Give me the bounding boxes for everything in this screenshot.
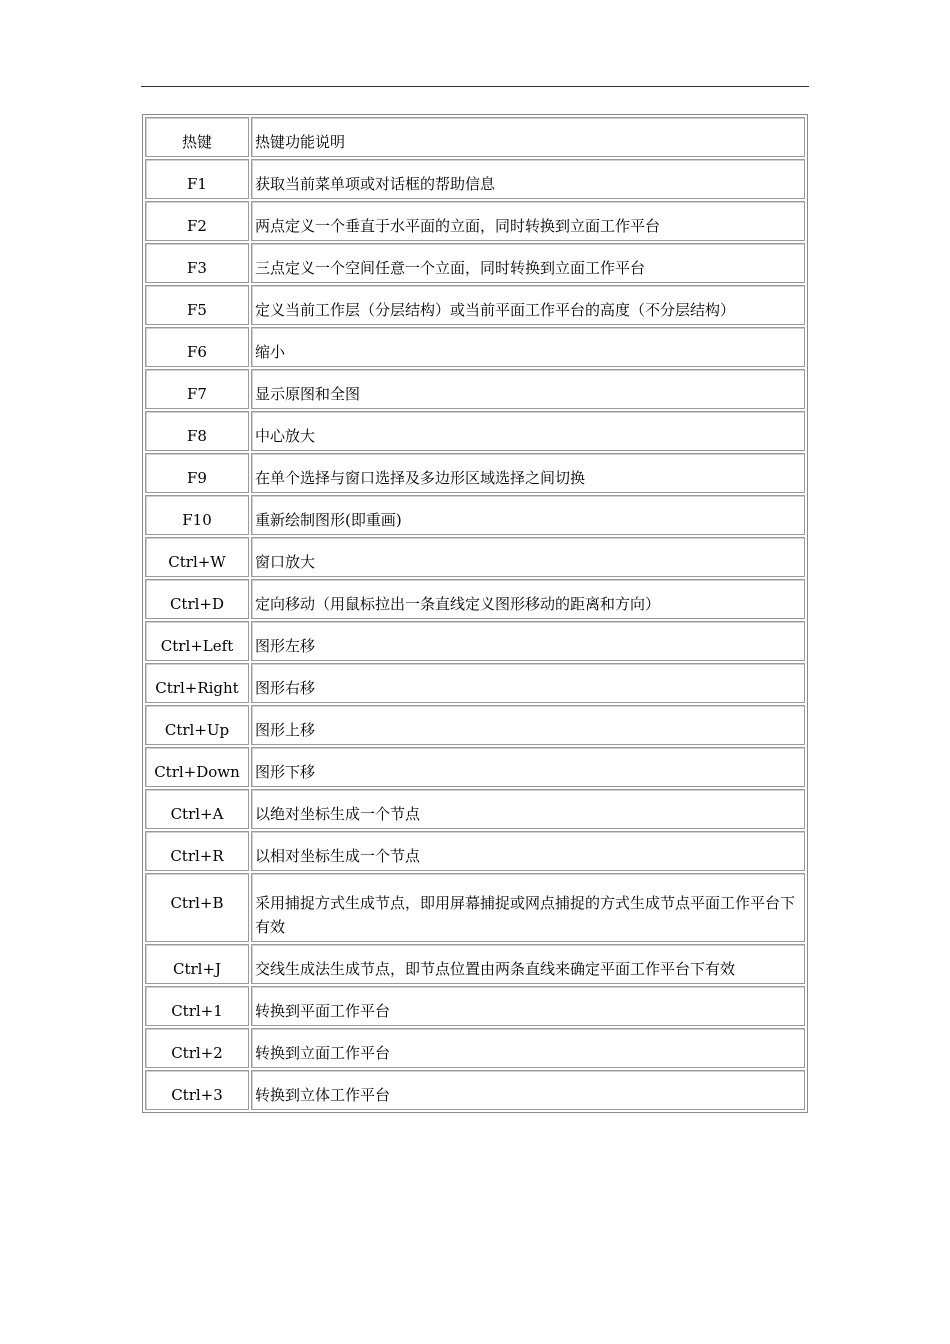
- description-cell: 定义当前工作层（分层结构）或当前平面工作平台的高度（不分层结构）: [251, 285, 805, 325]
- hotkey-cell: F5: [145, 285, 249, 325]
- hotkey-cell: Ctrl+A: [145, 789, 249, 829]
- description-cell: 图形右移: [251, 663, 805, 703]
- table-row: [145, 747, 805, 787]
- hotkey-table: [142, 114, 808, 1113]
- description-cell: 图形左移: [251, 621, 805, 661]
- description-cell: 三点定义一个空间任意一个立面，同时转换到立面工作平台: [251, 243, 805, 283]
- description-cell: 缩小: [251, 327, 805, 367]
- hotkey-cell: F7: [145, 369, 249, 409]
- description-cell: 定向移动（用鼠标拉出一条直线定义图形移动的距离和方向）: [251, 579, 805, 619]
- table-row: [145, 327, 805, 367]
- hotkey-cell: Ctrl+2: [145, 1028, 249, 1068]
- description-cell: 两点定义一个垂直于水平面的立面，同时转换到立面工作平台: [251, 201, 805, 241]
- hotkey-cell: Ctrl+Up: [145, 705, 249, 745]
- description-cell: 重新绘制图形(即重画): [251, 495, 805, 535]
- hotkey-cell: Ctrl+D: [145, 579, 249, 619]
- hotkey-cell: F1: [145, 159, 249, 199]
- table-row: [145, 495, 805, 535]
- description-cell: 图形上移: [251, 705, 805, 745]
- table-row: [145, 873, 805, 942]
- table-row: [145, 159, 805, 199]
- table-row: [145, 285, 805, 325]
- header-rule: [141, 86, 809, 87]
- hotkey-cell: F3: [145, 243, 249, 283]
- table-row: [145, 243, 805, 283]
- description-cell: 获取当前菜单项或对话框的帮助信息: [251, 159, 805, 199]
- table-row: [145, 579, 805, 619]
- description-cell: 中心放大: [251, 411, 805, 451]
- hotkey-cell: Ctrl+Down: [145, 747, 249, 787]
- hotkey-cell: F10: [145, 495, 249, 535]
- hotkey-cell: Ctrl+3: [145, 1070, 249, 1110]
- table-row: [145, 201, 805, 241]
- table-row: [145, 831, 805, 871]
- table-row: [145, 1028, 805, 1068]
- description-cell: 图形下移: [251, 747, 805, 787]
- description-cell: 窗口放大: [251, 537, 805, 577]
- hotkey-cell: Ctrl+Right: [145, 663, 249, 703]
- table-row: [145, 537, 805, 577]
- description-cell: 显示原图和全图: [251, 369, 805, 409]
- header-desc-cell: 热键功能说明: [251, 117, 805, 157]
- table-row: [145, 1070, 805, 1110]
- hotkey-cell: Ctrl+R: [145, 831, 249, 871]
- description-cell: 以绝对坐标生成一个节点: [251, 789, 805, 829]
- hotkey-cell: Ctrl+J: [145, 944, 249, 984]
- table-row: [145, 944, 805, 984]
- description-cell: 采用捕捉方式生成节点，即用屏幕捕捉或网点捕捉的方式生成节点平面工作平台下有效: [251, 873, 805, 942]
- table-row: [145, 369, 805, 409]
- hotkey-cell: F8: [145, 411, 249, 451]
- table-row: [145, 453, 805, 493]
- hotkey-cell: F2: [145, 201, 249, 241]
- description-cell: 在单个选择与窗口选择及多边形区域选择之间切换: [251, 453, 805, 493]
- table-row: [145, 705, 805, 745]
- description-cell: 转换到立体工作平台: [251, 1070, 805, 1110]
- hotkey-cell: Ctrl+B: [145, 873, 249, 942]
- hotkey-cell: F6: [145, 327, 249, 367]
- table-row: [145, 663, 805, 703]
- table-row: [145, 411, 805, 451]
- hotkey-cell: Ctrl+Left: [145, 621, 249, 661]
- description-cell: 交线生成法生成节点，即节点位置由两条直线来确定平面工作平台下有效: [251, 944, 805, 984]
- table-row: [145, 789, 805, 829]
- hotkey-cell: F9: [145, 453, 249, 493]
- hotkey-cell: Ctrl+1: [145, 986, 249, 1026]
- hotkey-cell: Ctrl+W: [145, 537, 249, 577]
- description-cell: 转换到平面工作平台: [251, 986, 805, 1026]
- table-row: [145, 621, 805, 661]
- table-row: [145, 986, 805, 1026]
- description-cell: 转换到立面工作平台: [251, 1028, 805, 1068]
- table-header-row: [145, 117, 805, 157]
- header-key-cell: 热键: [145, 117, 249, 157]
- description-cell: 以相对坐标生成一个节点: [251, 831, 805, 871]
